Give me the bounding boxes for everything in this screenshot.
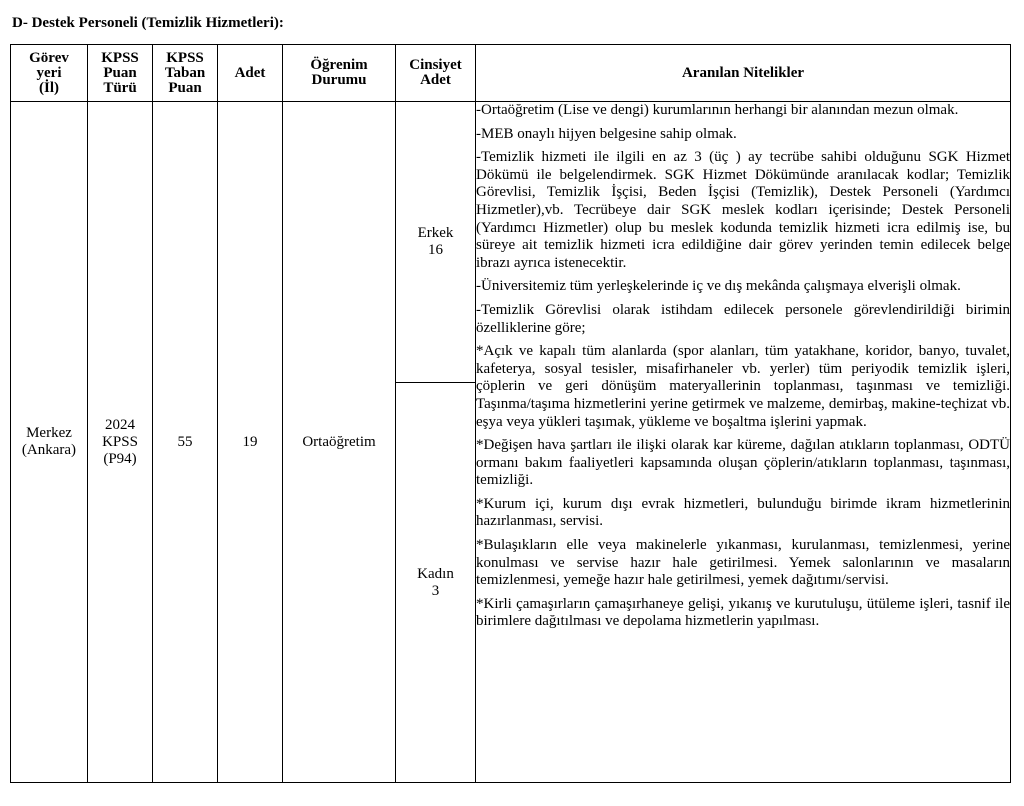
header-taban-puan-line: Puan: [168, 79, 202, 96]
cell-taban-puan: 55: [153, 102, 218, 783]
header-cinsiyet: [396, 45, 476, 102]
cinsiyet-wrap: [396, 102, 475, 782]
cell-cinsiyet: [396, 102, 476, 783]
qualification-item: *Bulaşıkların elle veya makinelerle yıkanması, kurulanması, temizlenmesi, yerine konulması ve servise hazır hale getirilmesi. Yemek salonlarının ve masaların temizlenmesi, yemeğe hazır hale getirilmesi, yemek dağıtımı/servisi.: [476, 537, 1010, 589]
header-cinsiyet-line: Cinsiyet: [409, 57, 462, 73]
header-nitelikler: Aranılan Nitelikler: [476, 45, 1011, 102]
header-gorev-yeri-line: Görev: [29, 49, 69, 66]
qualification-item: -Temizlik Görevlisi olarak istihdam edilecek personele görevlendirildiği birimin özelliklerine göre;: [476, 301, 1010, 336]
qualification-item: *Kirli çamaşırların çamaşırhaneye gelişi, yıkanış ve kurutuluşu, ütüleme işleri, tasnif ile birimlere dağıtılması ve depolama hizmetlerin yapılması.: [476, 595, 1010, 630]
kadin-count: 3: [431, 582, 440, 599]
qualification-item: -Ortaöğretim (Lise ve dengi) kurumlarının herhangi bir alanından mezun olmak.: [476, 102, 959, 118]
cell-erkek: [396, 102, 475, 383]
qualification-item: *Değişen hava şartları ile ilişki olarak kar küreme, dağılan atıkların toplanması, ODTÜ ormanı bakım faaliyetleri kapsamında oluşan çöplerin/atıkların toplanması, taşınması, temizliği.: [476, 437, 1010, 489]
header-gorev-yeri: [11, 45, 88, 102]
header-row: [11, 45, 1011, 102]
table-row: [11, 102, 1011, 783]
erkek-count: 16: [427, 242, 443, 258]
header-puan-turu-line: KPSS: [101, 49, 139, 66]
cell-gorev-yeri: [11, 102, 88, 783]
header-gorev-yeri-line: (İl): [39, 79, 59, 96]
cell-puan-turu: [88, 102, 153, 783]
cell-gorev-yeri-line: Merkez: [26, 425, 72, 441]
header-ogrenim: [283, 45, 396, 102]
header-adet: Adet: [218, 45, 283, 102]
positions-table: [10, 44, 1011, 783]
header-taban-puan-line: KPSS: [166, 49, 204, 66]
header-taban-puan-line: Taban: [164, 64, 206, 81]
qualification-item: -MEB onaylı hijyen belgesine sahip olmak.: [476, 125, 737, 142]
qualification-item: -Üniversitemiz tüm yerleşkelerinde iç ve dış mekânda çalışmaya elverişli olmak.: [476, 278, 961, 295]
header-ogrenim-line: Durumu: [311, 72, 367, 88]
cell-nitelikler: [476, 102, 1011, 783]
qualification-item: *Açık ve kapalı tüm alanlarda (spor alanları, tüm yatakhane, koridor, banyo, tuvalet, kafeterya, sosyal tesisler, misafirhaneler vb. yerler) tüm periyodik temizlik işleri, çöplerin ve geri dönüşüm materyallerinin toplanması, taşınması ve temizliği. Taşınma/taşıma hizmetlerini yerine getirmek ve malzeme, demirbaş, makine-teçhizat vb. eşya veya yükleri taşımak, yükleme ve boşaltma işlerini yapmak.: [476, 343, 1010, 430]
kadin-label: Kadın: [417, 565, 454, 582]
cell-gorev-yeri-line: (Ankara): [21, 442, 77, 458]
erkek-label: Erkek: [417, 225, 454, 241]
header-cinsiyet-line: Adet: [420, 72, 451, 88]
header-ogrenim-line: Öğrenim: [310, 57, 368, 73]
cell-puan-turu-line: KPSS: [102, 433, 138, 450]
cell-adet: 19: [218, 102, 283, 783]
cell-puan-turu-line: (P94): [103, 450, 137, 467]
qualification-item: -Temizlik hizmeti ile ilgili en az 3 (üç ) ay tecrübe sahibi olduğunu SGK Hizmet Dökümü ile belgelendirmek. SGK Hizmet Dökümünde aranılacak kodlar; Temizlik Görevlisi, Temizlik İşçisi, Beden İşçisi (Temizlik), Destek Personeli (Yardımcı Hizmetler),vb. Tecrübeye dair SGK meslek kodları içerisinde; Destek Personeli (Yardımcı Hizmetler) olup bu meslek kodunda temizlik hizmeti icra edilmiş ise, bu süreye ait temizlik hizmeti icra edildiğine dair görev yerinden temin edilecek belge ibrazı ayrıca istenecektir.: [476, 149, 1010, 271]
header-taban-puan: [153, 45, 218, 102]
cell-kadin: [396, 383, 475, 782]
qualification-item: *Kurum içi, kurum dışı evrak hizmetleri, bulunduğu birimde ikram hizmetlerinin hazırlanması, servisi.: [476, 495, 1010, 530]
page-title: D- Destek Personeli (Temizlik Hizmetleri):: [12, 15, 284, 31]
header-puan-turu-line: Puan: [103, 64, 137, 81]
cell-ogrenim: Ortaöğretim: [283, 102, 396, 783]
header-puan-turu-line: Türü: [103, 79, 137, 96]
header-gorev-yeri-line: yeri: [36, 64, 62, 81]
header-puan-turu: [88, 45, 153, 102]
cell-puan-turu-line: 2024: [105, 416, 135, 433]
